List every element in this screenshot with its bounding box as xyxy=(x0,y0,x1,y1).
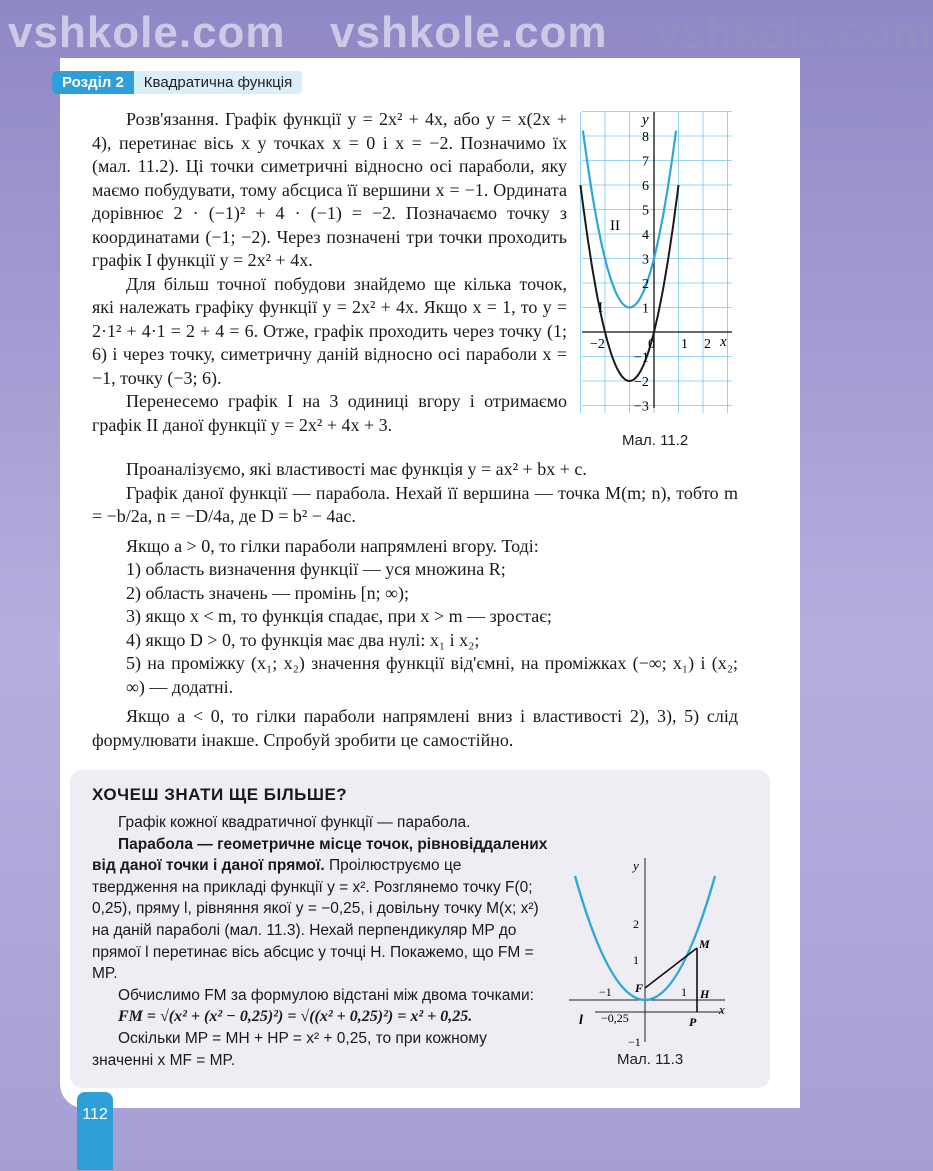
paragraph: Перенесемо графік I на 3 одиниці вгору і отримаємо графік II даної функції y = 2x² + 4x + 3. xyxy=(92,391,567,435)
tick: −0,25 xyxy=(601,1011,629,1025)
grid xyxy=(581,112,733,414)
tick: −1 xyxy=(599,985,612,999)
list-item: 2) область значень — промінь [n; ∞); xyxy=(126,582,409,603)
point-p: P xyxy=(689,1015,697,1029)
y-tick: −2 xyxy=(634,375,649,390)
paragraph: Графік кожної квадратичної функції — парабола. xyxy=(118,814,471,831)
box-text xyxy=(92,812,548,1071)
x-tick: 2 xyxy=(704,337,711,352)
figure-caption: Мал. 11.2 xyxy=(622,432,689,449)
paragraph: Якщо a < 0, то гілки параболи напрямлені вниз і властивості 2), 3), 5) слід формулювати інакше. Спробуй зробити це самостійно. xyxy=(92,706,738,750)
y-tick: −1 xyxy=(634,350,649,366)
y-tick: 5 xyxy=(642,203,649,219)
y-tick: 1 xyxy=(642,301,649,317)
section-title: Квадратична функція xyxy=(134,71,302,94)
curve-label-i: I xyxy=(598,300,603,316)
y-tick: −3 xyxy=(634,399,649,415)
list-item: 4) якщо D > 0, то функція має два нулі: x₁ і x₂; xyxy=(126,629,480,650)
y-tick: 7 xyxy=(642,154,649,170)
curve-label-ii: II xyxy=(610,218,620,234)
section-number: Розділ 2 xyxy=(52,71,134,94)
paragraph: Обчислимо FM за формулою відстані між двома точками: xyxy=(118,986,534,1004)
tick: 1 xyxy=(633,953,639,967)
section-header xyxy=(52,69,302,95)
watermark: vshkole.com xyxy=(655,8,933,57)
y-tick: 8 xyxy=(642,130,649,145)
x-tick: 0 xyxy=(648,337,655,352)
x-axis-label: x xyxy=(720,334,727,350)
tick: −1 xyxy=(628,1035,641,1049)
paragraph: Оскільки MP = MH + HP = x² + 0,25, то при кожному значенні x MF = MP. xyxy=(92,1029,487,1069)
line-l-label: l xyxy=(579,1013,583,1028)
list-item: 1) область визначення функції — уся множина R; xyxy=(126,559,506,579)
formula: FM = √(x² + (x² − 0,25)²) = √((x² + 0,25)²) = x² + 0,25. xyxy=(118,1008,473,1026)
paragraph-rest: Проілюструємо це твердження на прикладі функції y = x². Розглянемо точку F(0; 0,25), пряму l, рівняння якої y = −0,25, і довільну точку M(x; x²) на даній параболі (мал. 11.3). Нехай перпендикуляр MP до прямої l перетинає вісь абсцис у точці H. Покажемо, що FM = MP. xyxy=(92,857,539,983)
page-number: 112 xyxy=(77,1092,113,1170)
figure-11-2 xyxy=(582,108,737,428)
y-tick: 2 xyxy=(642,277,649,292)
x-axis-label: x xyxy=(719,1002,725,1017)
figure-11-3 xyxy=(565,852,745,1052)
definition: Парабола — геометричне місце точок, рівновіддалених від даної точки і даної прямої. xyxy=(92,835,548,875)
x-tick: −2 xyxy=(590,337,605,352)
paragraph: Якщо a > 0, то гілки параболи напрямлені вгору. Тоді: xyxy=(126,535,539,556)
paragraph: Проаналізуємо, які властивості має функція y = ax² + bx + c. xyxy=(126,459,587,479)
properties-list xyxy=(92,558,738,699)
y-tick: 3 xyxy=(642,252,649,268)
y-tick: 6 xyxy=(642,179,649,194)
paragraph: Розв'язання. Графік функції y = 2x² + 4x, або y = x(2x + 4), перетинає вісь x у точках x = 0 і x = −2. Позначимо їх (мал. 11.2). Ці точки симетричні відносно осі параболи, яку маємо побудувати, тому абсциса її вершини x = −1. Ордината дорівнює 2 · (−1)² + 4 · (−1) = −2. Позначаємо точку з координатами (−1; −2). Через позначені три точки проходить графік I функції y = 2x² + 4x. xyxy=(92,109,567,270)
paragraph: Графік даної функції — парабола. Нехай її вершина — точка M(m; n), тобто m = −b/2a, n = −D/4a, де D = b² − 4ac. xyxy=(92,482,738,526)
y-tick: 4 xyxy=(642,228,649,243)
paragraph xyxy=(92,834,548,985)
watermark: vshkole.com xyxy=(330,8,608,57)
paragraph: Для більш точної побудови знайдемо ще кілька точок, які належать графіку функції y = 2x² + 4x. Якщо x = 1, то y = 2·1² + 4·1 = 2 + 4 = 6. Отже, графік проходить через точку (1; 6) і через точку, симетричну даній відносно осі параболи x = −1, точку (−3; 6). xyxy=(92,273,567,388)
y-axis-label: y xyxy=(642,112,649,128)
solution-text xyxy=(92,108,567,437)
tick: 2 xyxy=(633,917,639,931)
list-item: 3) якщо x < m, то функція спадає, при x > m — зростає; xyxy=(126,606,552,626)
box-heading: ХОЧЕШ ЗНАТИ ЩЕ БІЛЬШЕ? xyxy=(92,785,348,804)
properties-text xyxy=(92,458,738,752)
y-ticks xyxy=(634,130,649,415)
point-h: H xyxy=(700,987,710,1001)
tick: 1 xyxy=(681,985,687,999)
list-item: 5) на проміжку (x₁; x₂) значення функції від'ємні, на проміжках (−∞; x₁) і (x₂; ∞) — додатні. xyxy=(126,653,738,697)
y-axis-label: y xyxy=(633,858,639,873)
x-tick: 1 xyxy=(681,337,688,352)
point-m: M xyxy=(699,937,710,951)
watermark: vshkole.com xyxy=(8,8,286,57)
point-f: F xyxy=(635,981,644,995)
figure-caption: Мал. 11.3 xyxy=(617,1051,684,1068)
